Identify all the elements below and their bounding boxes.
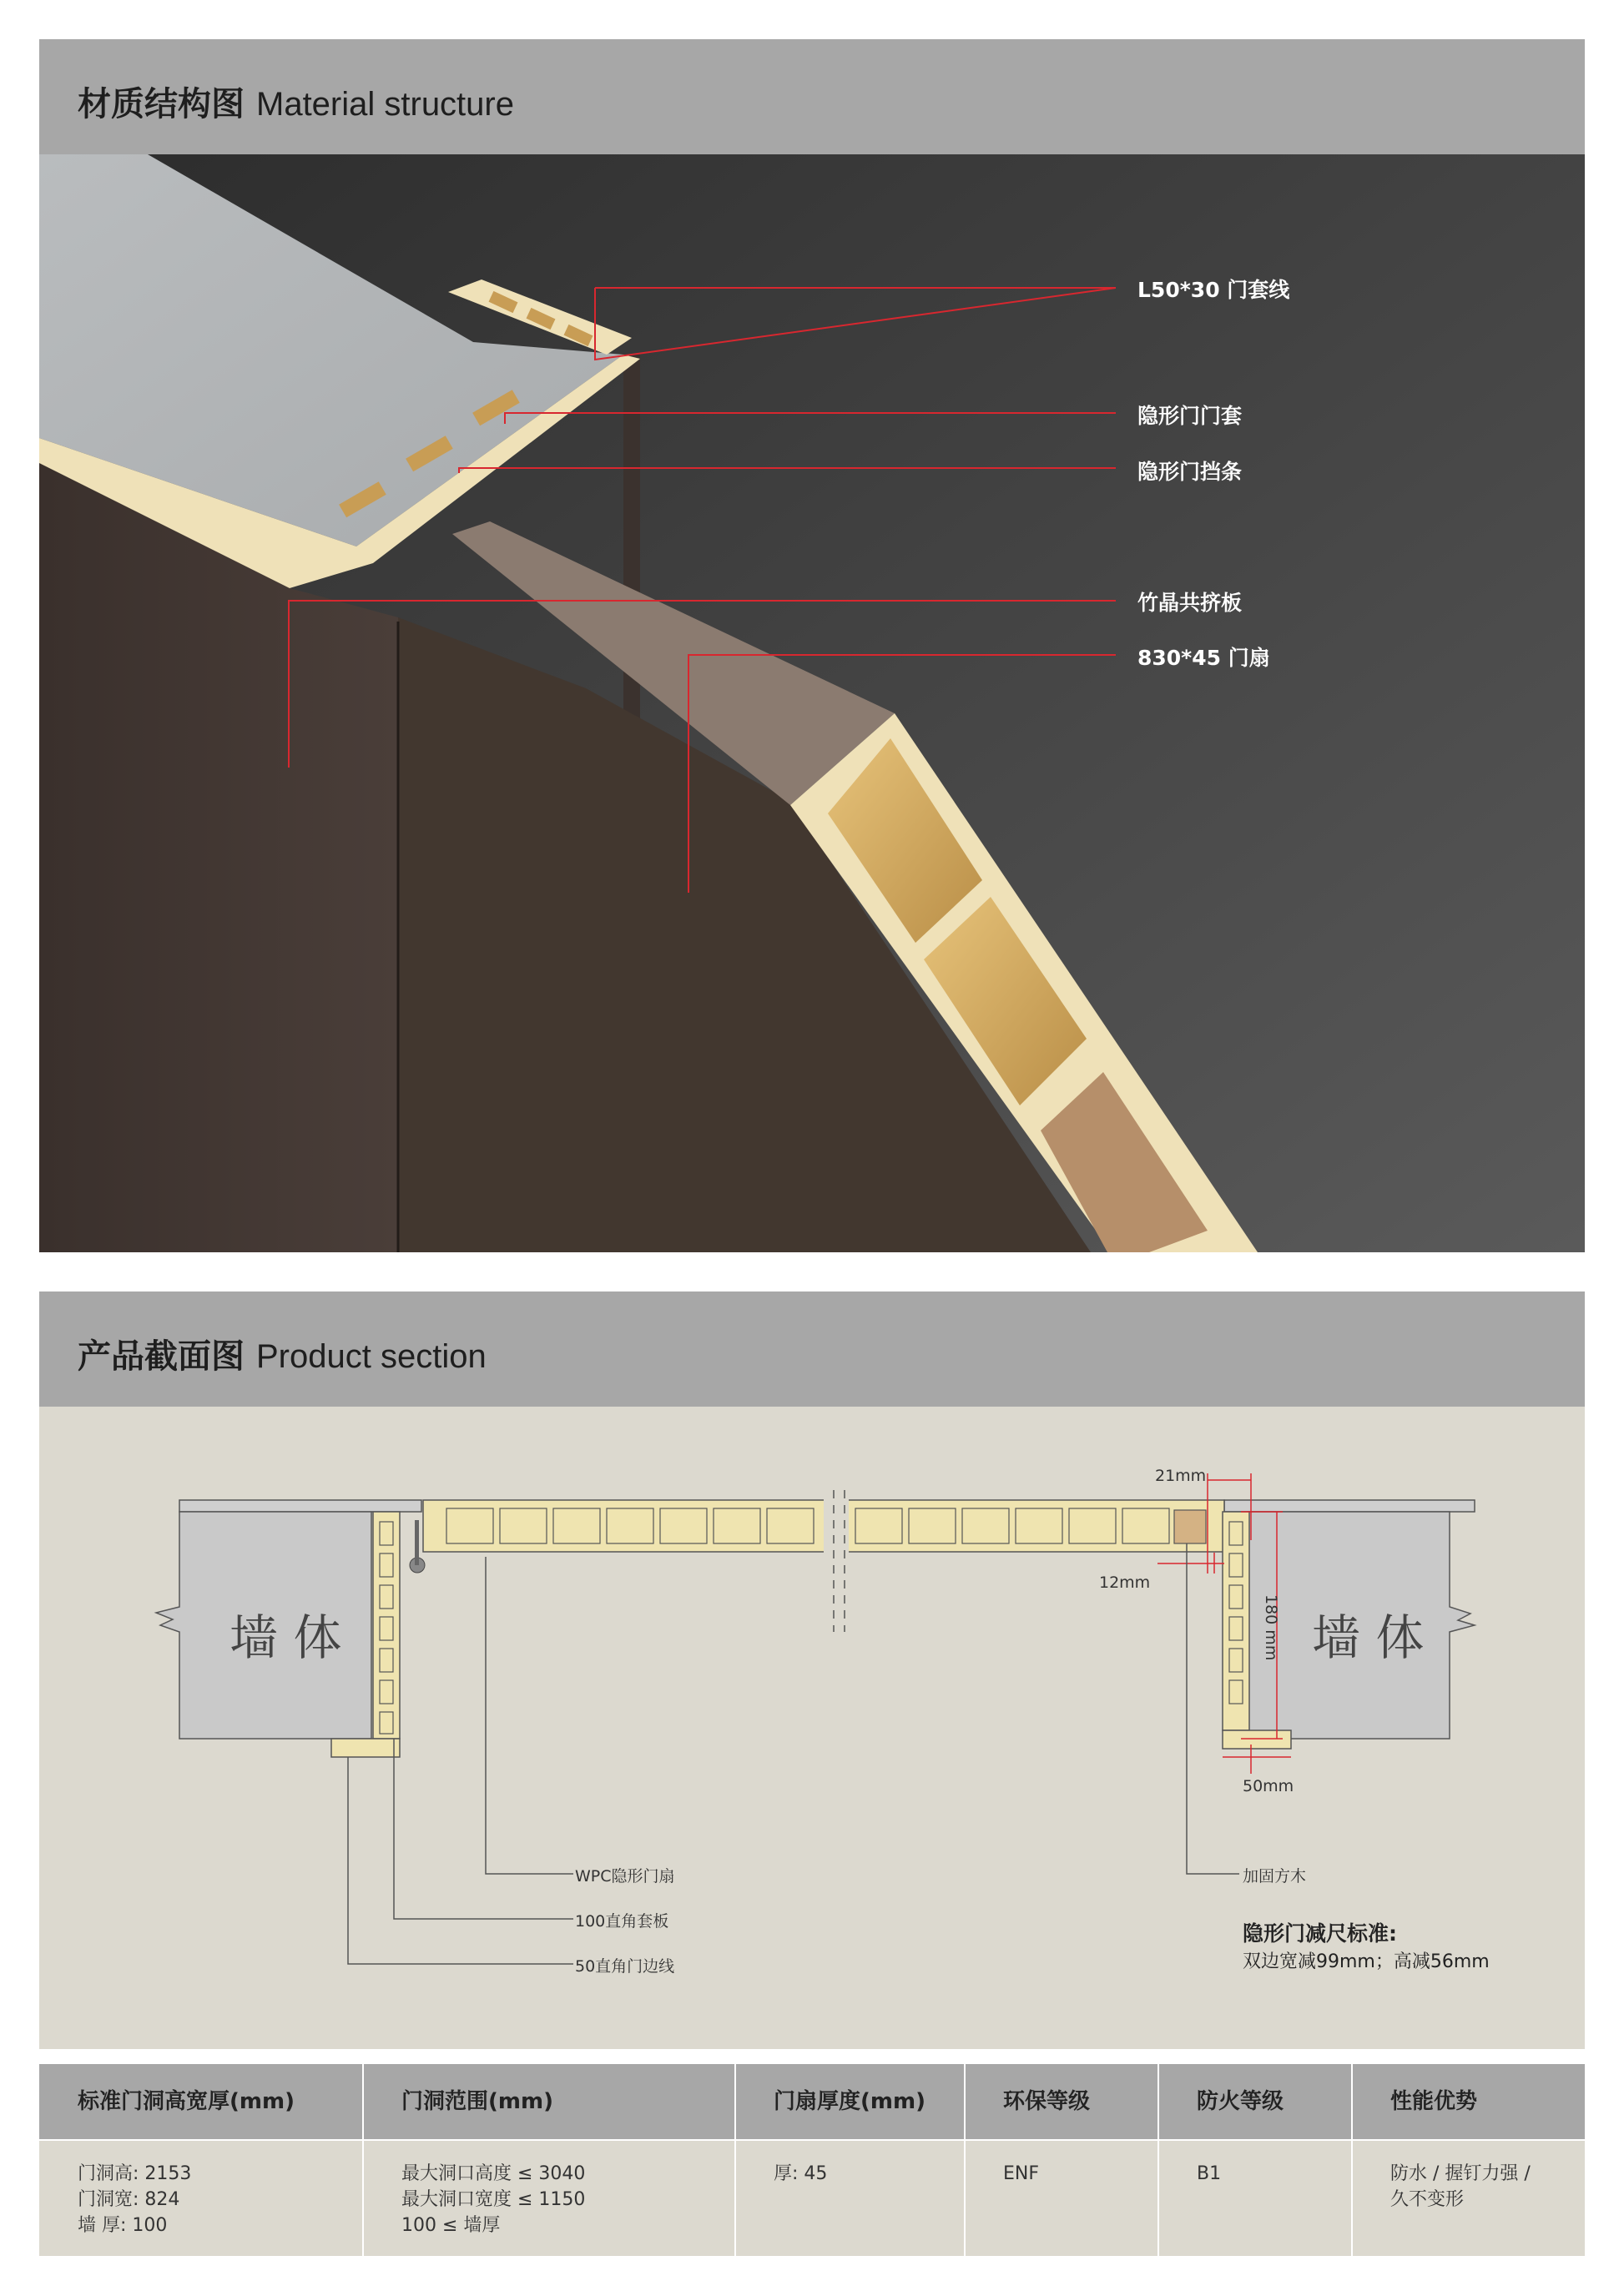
dimension-50mm: 50mm xyxy=(1243,1777,1294,1795)
right-edge-trim xyxy=(1223,1730,1291,1749)
table-cell: B1 xyxy=(1197,2163,1222,2184)
table-cell: ENF xyxy=(1003,2163,1040,2184)
column-divider xyxy=(1351,2064,1353,2256)
table-cell: 防水 / 握钉力强 / 久不变形 xyxy=(1390,2163,1531,2210)
dimension-12mm: 12mm xyxy=(1099,1573,1151,1592)
spec-table xyxy=(39,2064,1585,2256)
section-header-product xyxy=(39,1292,1585,1407)
dimension-21mm: 21mm xyxy=(1155,1467,1207,1485)
left-frame xyxy=(373,1512,400,1739)
reduction-standard-text: 双边宽减99mm；高减56mm xyxy=(1243,1951,1490,1972)
material-structure-render xyxy=(39,154,1585,1252)
label-50-edge-line: 50直角门边线 xyxy=(575,1957,675,1976)
table-header: 防火等级 xyxy=(1197,2089,1284,2114)
callout-l50-frame-line: L50*30 门套线 xyxy=(1137,278,1290,302)
dimension-180mm: 180 mm xyxy=(1262,1594,1280,1661)
column-divider xyxy=(362,2064,364,2256)
table-header: 门洞范围(mm) xyxy=(401,2089,553,2114)
table-header: 门扇厚度(mm) xyxy=(774,2089,925,2114)
table-cell: 最大洞口高度 ≤ 3040 最大洞口宽度 ≤ 1150 100 ≤ 墙厚 xyxy=(401,2163,586,2236)
table-header: 性能优势 xyxy=(1390,2089,1478,2114)
reinforce-block xyxy=(1174,1510,1206,1543)
label-100-frame-board: 100直角套板 xyxy=(575,1912,669,1931)
table-cell: 门洞高: 2153 门洞宽: 824 墙 厚: 100 xyxy=(78,2163,192,2236)
wall-right-label: 墙 体 xyxy=(1312,1609,1425,1666)
label-reinforce-wood: 加固方木 xyxy=(1243,1867,1307,1886)
leader-lines xyxy=(348,1543,1239,1964)
table-header-row xyxy=(39,2064,1585,2139)
section-title: 产品截面图 Product section xyxy=(78,1337,487,1376)
column-divider xyxy=(734,2064,736,2256)
table-cell: 厚: 45 xyxy=(774,2163,828,2184)
callout-hidden-door-frame: 隐形门门套 xyxy=(1137,404,1243,428)
table-header: 标准门洞高宽厚(mm) xyxy=(78,2089,295,2114)
column-divider xyxy=(964,2064,966,2256)
product-section-panel xyxy=(39,1407,1585,2049)
section-title: 材质结构图 Material structure xyxy=(78,85,514,123)
label-wpc-door-leaf: WPC隐形门扇 xyxy=(575,1867,675,1886)
callout-hidden-door-stop: 隐形门挡条 xyxy=(1137,460,1243,484)
callout-bamboo-coextruded-board: 竹晶共挤板 xyxy=(1137,591,1243,615)
wall-left-label: 墙 体 xyxy=(229,1609,342,1666)
table-row xyxy=(39,2141,1585,2256)
table-header: 环保等级 xyxy=(1003,2089,1091,2114)
callout-door-leaf: 830*45 门扇 xyxy=(1137,646,1270,670)
reduction-standard-title: 隐形门减尺标准: xyxy=(1243,1921,1397,1946)
right-frame xyxy=(1223,1512,1249,1730)
section-header-material xyxy=(39,39,1585,154)
column-divider xyxy=(1157,2064,1159,2256)
left-edge-trim xyxy=(331,1739,400,1757)
